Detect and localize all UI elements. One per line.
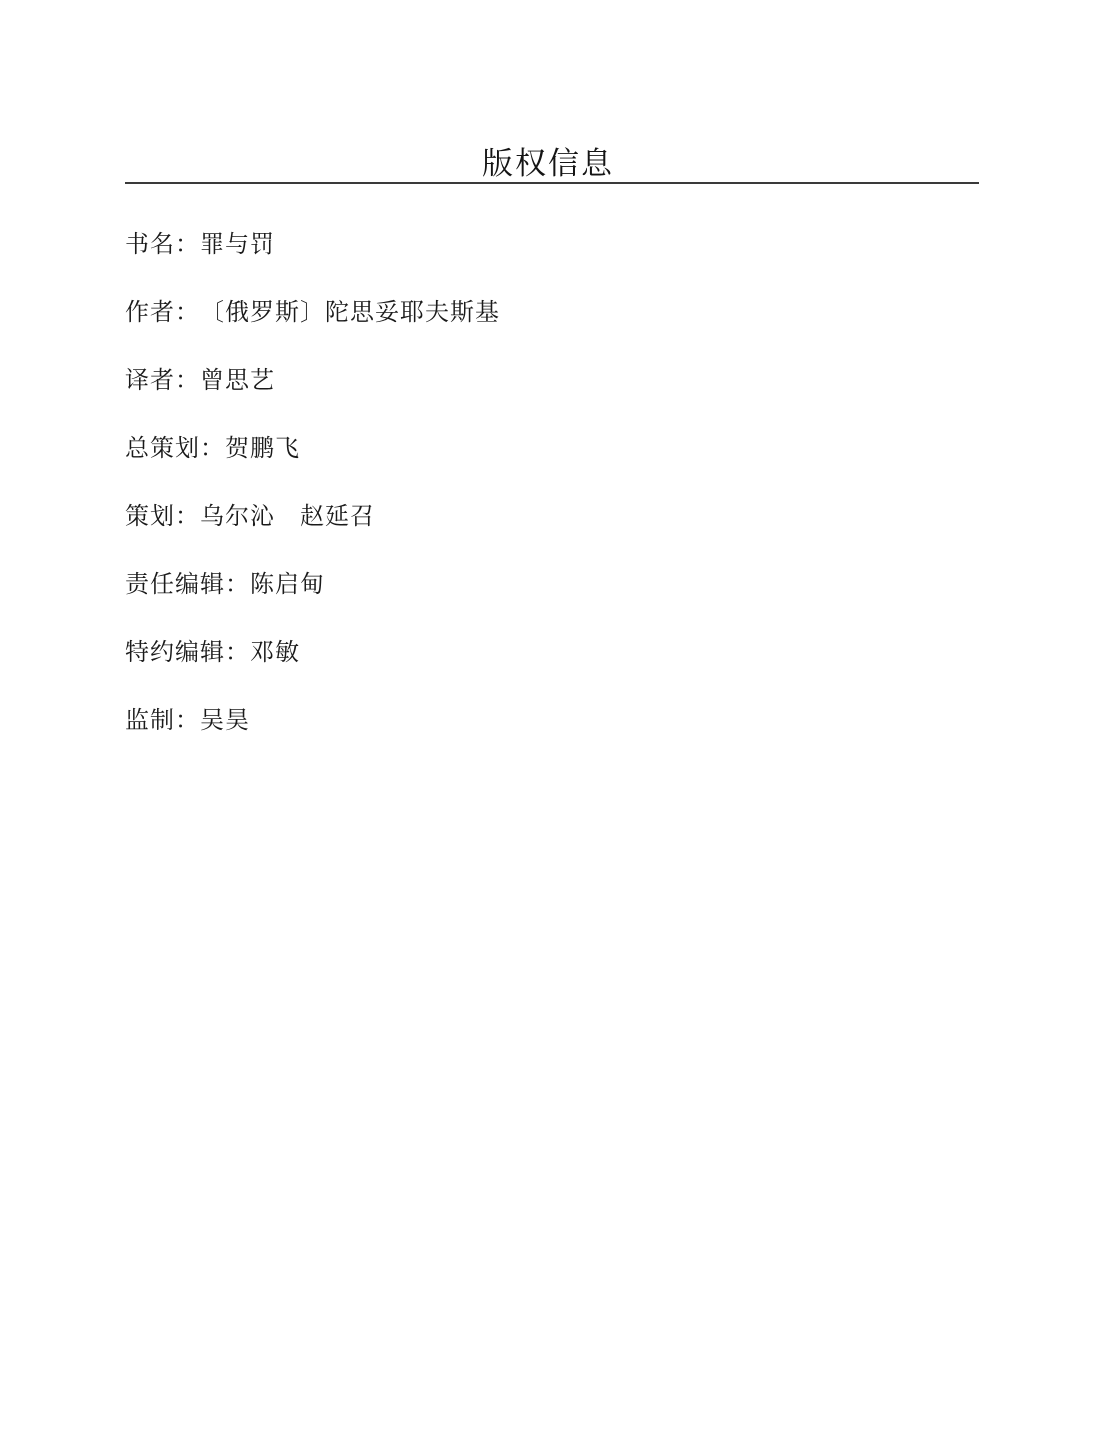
list-item (125, 414, 985, 482)
entry-label: 作者： (125, 298, 200, 326)
list-item (125, 278, 985, 346)
copyright-info-list (125, 210, 985, 754)
list-item (125, 686, 985, 754)
page-title: 版权信息 (482, 146, 614, 182)
title-divider (125, 182, 979, 184)
entry-value: 吴昊 (200, 706, 250, 734)
entry-label: 责任编辑： (125, 570, 250, 598)
entry-value: 〔俄罗斯〕陀思妥耶夫斯基 (200, 298, 500, 326)
entry-label: 策划： (125, 502, 200, 530)
list-item (125, 550, 985, 618)
entry-value: 曾思艺 (200, 366, 275, 394)
entry-value: 罪与罚 (200, 230, 275, 258)
entry-value: 贺鹏飞 (225, 434, 300, 462)
entry-label: 监制： (125, 706, 200, 734)
list-item (125, 346, 985, 414)
list-item (125, 482, 985, 550)
entry-value: 陈启甸 (250, 570, 325, 598)
list-item (125, 618, 985, 686)
entry-label: 书名： (125, 230, 200, 258)
entry-label: 总策划： (125, 434, 225, 462)
entry-label: 特约编辑： (125, 638, 250, 666)
entry-label: 译者： (125, 366, 200, 394)
entry-value: 乌尔沁 赵延召 (200, 502, 375, 530)
list-item (125, 210, 985, 278)
entry-value: 邓敏 (250, 638, 300, 666)
